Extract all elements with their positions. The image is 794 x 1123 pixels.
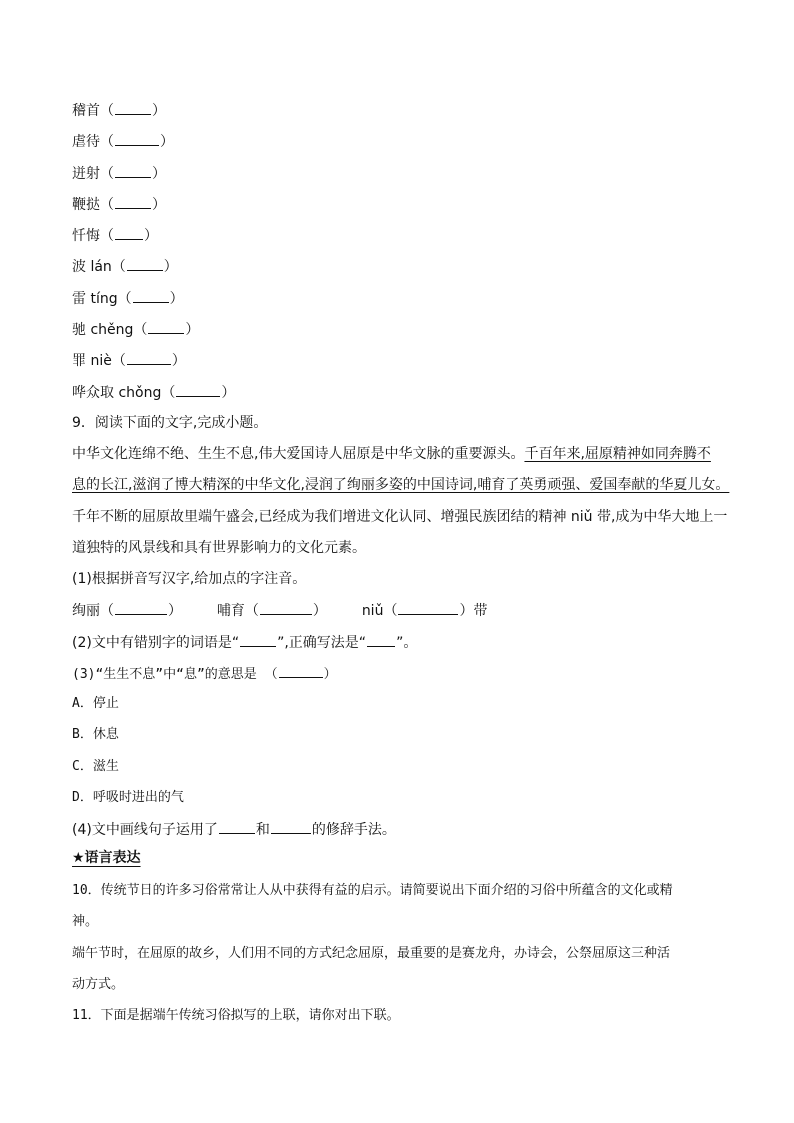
- vocab-item: 波 lán（ ）: [72, 256, 732, 276]
- passage-text: 中华文化连绵不绝、生生不息,伟大爱国诗人屈原是中华文脉的重要源头。: [72, 446, 525, 462]
- vocab-word: 雷 tíng: [72, 291, 118, 307]
- answer-blank[interactable]: [219, 819, 255, 834]
- question-9-title: 9．阅读下面的文字,完成小题。: [72, 415, 268, 431]
- answer-blank[interactable]: [279, 663, 323, 678]
- sub-question-text: ）: [323, 667, 337, 682]
- vocab-word: 稽首: [72, 103, 100, 119]
- blank-close: ）: [312, 603, 327, 619]
- question-10-line: 10．传统节日的许多习俗常常让人从中获得有益的启示。请简要说出下面介绍的习俗中所蕴含的文化或精: [72, 883, 673, 898]
- vocab-word: 虐待: [72, 134, 100, 150]
- blank-close: ）带: [459, 603, 488, 619]
- vocab-item: 哗众取 chǒng（ ）: [72, 382, 732, 402]
- sub-question-2: [72, 632, 732, 652]
- question-11-line: 11．下面是据端午传统习俗拟写的上联，请你对出下联。: [72, 1008, 400, 1023]
- vocab-item: 鞭挞（ ）: [72, 194, 732, 214]
- blank-close: ）: [168, 603, 182, 619]
- vocab-item: 雷 tíng（ ）: [72, 288, 732, 308]
- sub-question-4: [72, 819, 732, 839]
- answer-blank[interactable]: [115, 225, 143, 240]
- vocab-word: 驰 chěng: [72, 322, 134, 338]
- sub-question-1: (1)根据拼音写汉字,给加点的字注音。: [72, 571, 307, 587]
- passage-line: 道独特的风景线和具有世界影响力的文化元素。: [72, 540, 366, 556]
- blank-label: 哺育（: [216, 603, 259, 619]
- option-c[interactable]: C．滋生: [72, 759, 119, 774]
- sub-question-text: 和: [255, 822, 270, 838]
- answer-blank[interactable]: [115, 131, 159, 146]
- answer-blank[interactable]: [115, 100, 151, 115]
- answer-blank[interactable]: [115, 163, 151, 178]
- vocab-word: 波 lán: [72, 259, 112, 275]
- sub-question-3: [72, 663, 732, 683]
- blank-label: 绚丽（: [72, 603, 114, 619]
- vocab-item: 罪 niè（ ）: [72, 350, 732, 370]
- answer-blank[interactable]: [398, 600, 458, 615]
- answer-blank[interactable]: [115, 600, 167, 615]
- sub-question-text: 的修辞手法。: [311, 822, 396, 838]
- sub-question-text: ”。: [396, 635, 418, 651]
- question-10-line: 端午节时，在屈原的故乡，人们用不同的方式纪念屈原，最重要的是赛龙舟，办诗会，公祭屈原这三种活: [72, 946, 671, 961]
- vocab-word: 罪 niè: [72, 353, 112, 369]
- answer-blank[interactable]: [127, 256, 163, 271]
- answer-blank[interactable]: [115, 194, 151, 209]
- passage-line: 千年不断的屈原故里端午盛会,已经成为我们增进文化认同、增强民族团结的精神 niǔ 带,成为中华大地上一: [72, 509, 728, 525]
- passage-line: [72, 475, 732, 495]
- section-heading: [72, 848, 732, 868]
- vocab-item: 虐待（ ）: [72, 131, 732, 151]
- option-a[interactable]: A．停止: [72, 696, 119, 711]
- underlined-sentence: 息的长江,滋润了博大精深的中华文化,浸润了绚丽多姿的中国诗词,哺育了英勇顽强、爱国奉献的华夏儿女。: [72, 477, 730, 493]
- vocab-word: 忏悔: [72, 228, 100, 244]
- vocab-word: 迸射: [72, 166, 100, 182]
- sub-question-text: ”,正确写法是“: [277, 635, 367, 651]
- answer-blank[interactable]: [367, 632, 395, 647]
- vocab-item: 稽首（ ）: [72, 100, 732, 120]
- sub-question-text: (2)文中有错别字的词语是“: [72, 635, 240, 651]
- vocab-item: 忏悔（ ）: [72, 225, 732, 245]
- answer-blank[interactable]: [176, 382, 220, 397]
- vocab-item: 迸射（ ）: [72, 163, 732, 183]
- answer-blank[interactable]: [271, 819, 311, 834]
- sub-question-text: (3)“生生不息”中“息”的意思是 （: [72, 667, 278, 682]
- vocab-word: 鞭挞: [72, 197, 100, 213]
- sub-question-text: (4)文中画线句子运用了: [72, 822, 218, 838]
- option-d[interactable]: D．呼吸时进出的气: [72, 790, 184, 805]
- question-10-line: 动方式。: [72, 977, 125, 992]
- underlined-sentence: 千百年来,屈原精神如同奔腾不: [524, 446, 711, 462]
- answer-blank[interactable]: [148, 319, 184, 334]
- vocab-word: 哗众取 chǒng: [72, 385, 162, 401]
- answer-blank[interactable]: [133, 288, 169, 303]
- answer-blank[interactable]: [240, 632, 276, 647]
- vocab-item: 驰 chěng（ ）: [72, 319, 732, 339]
- answer-blank[interactable]: [127, 350, 171, 365]
- sub-question-1-blanks: [72, 600, 732, 620]
- passage-line: [72, 444, 732, 464]
- option-b[interactable]: B．休息: [72, 727, 119, 742]
- answer-blank[interactable]: [260, 600, 312, 615]
- question-10-line: 神。: [72, 914, 99, 929]
- section-heading-text: ★语言表达: [72, 850, 141, 866]
- blank-label: niǔ（: [361, 603, 398, 619]
